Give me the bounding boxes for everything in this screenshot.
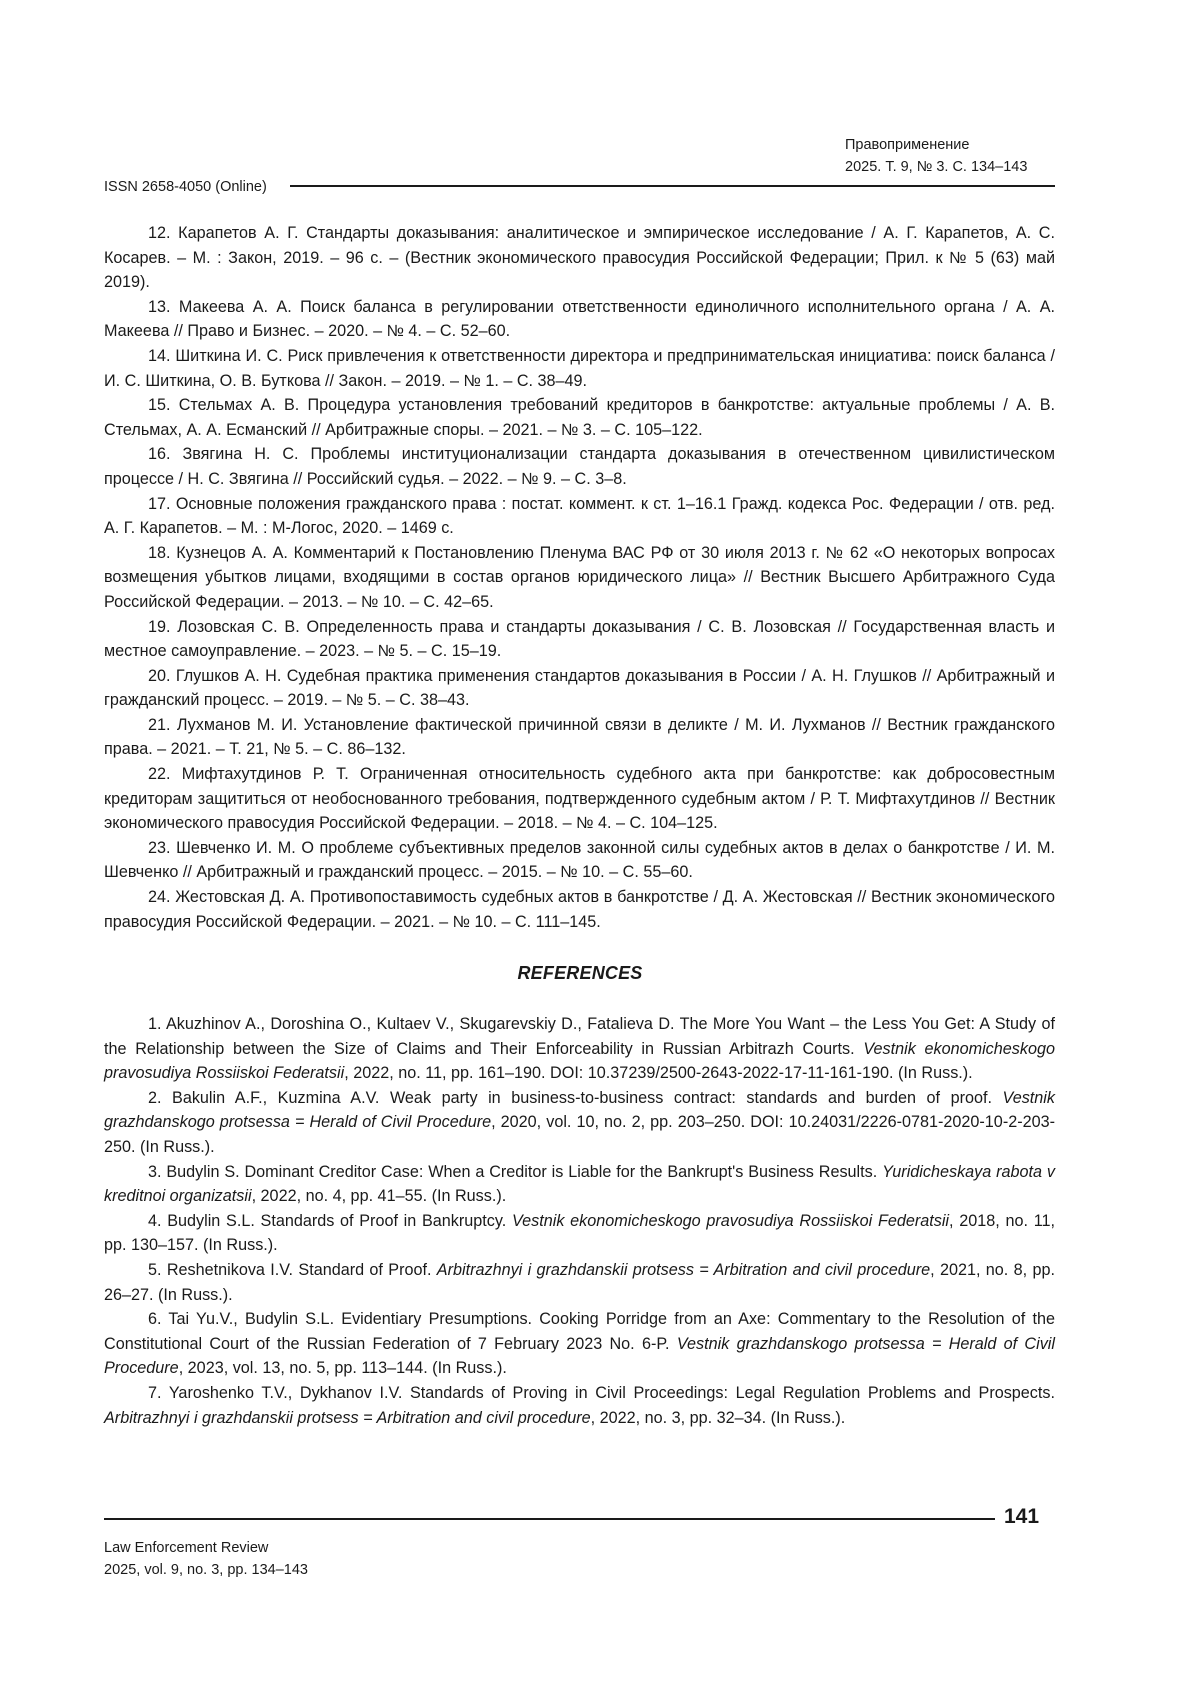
reference-text: 7. Yaroshenko T.V., Dykhanov I.V. Standards of Proving in Civil Proceedings: Legal Regulation Problems and Prospects. — [148, 1384, 1055, 1402]
issue-info-ru: 2025. Т. 9, № 3. С. 134–143 — [845, 156, 1027, 178]
reference-item: 22. Мифтахутдинов Р. Т. Ограниченная относительность судебного акта при банкротстве: как добросовестным кредиторам защититься от необоснованного требования, подтвержденного судебным актом / Р. Т. Мифтахутдинов // Вестник экономического правосудия Российской Федерации. – 2018. – № 4. – С. 104–125. — [104, 762, 1055, 836]
reference-source: Yuridicheskaya rabota v kreditnoi organizatsii — [104, 1163, 1055, 1206]
reference-text: 2. Bakulin A.F., Kuzmina A.V. Weak party in business-to-business contract: standards and burden of proof. — [148, 1089, 1003, 1107]
references-heading: REFERENCES — [0, 963, 1160, 984]
issn: ISSN 2658-4050 (Online) — [104, 177, 267, 197]
reference-text: 1. Akuzhinov A., Doroshina O., Kultaev V., Skugarevskiy D., Fatalieva D. The More You Want – the Less You Get: A Study of the Relationship between the Size of Claims and Their Enforceability in Russian Arbitrazh Courts. — [104, 1015, 1055, 1058]
reference-source: Vestnik grazhdanskogo protsessa = Herald of Civil Procedure — [104, 1089, 1055, 1132]
reference-item-en — [104, 1209, 1055, 1258]
reference-source: Arbitrazhnyi i grazhdanskii protsess = Arbitration and civil procedure — [104, 1409, 591, 1427]
reference-details: , 2018, no. 11, pp. 130–157. (In Russ.). — [104, 1212, 1055, 1255]
footer-rule — [104, 1518, 995, 1520]
reference-details: , 2023, vol. 13, no. 5, pp. 113–144. (In Russ.). — [179, 1359, 507, 1377]
reference-item: 16. Звягина Н. С. Проблемы институционализации стандарта доказывания в отечественном цивилистическом процессе / Н. С. Звягина // Российский судья. – 2022. – № 9. – С. 3–8. — [104, 442, 1055, 491]
header-rule — [290, 185, 1055, 187]
reference-item: 14. Шиткина И. С. Риск привлечения к ответственности директора и предпринимательская инициатива: поиск баланса / И. С. Шиткина, О. В. Буткова // Закон. – 2019. – № 1. – С. 38–49. — [104, 344, 1055, 393]
reference-item: 23. Шевченко И. М. О проблеме субъективных пределов законной силы судебных актов в делах о банкротстве / И. М. Шевченко // Арбитражный и гражданский процесс. – 2015. – № 10. – С. 55–60. — [104, 836, 1055, 885]
reference-text: 4. Budylin S.L. Standards of Proof in Bankruptcy. — [148, 1212, 512, 1230]
issue-info-en: 2025, vol. 9, no. 3, pp. 134–143 — [104, 1559, 308, 1581]
reference-item-en — [104, 1381, 1055, 1430]
reference-item-en — [104, 1012, 1055, 1086]
reference-item: 18. Кузнецов А. А. Комментарий к Постановлению Пленума ВАС РФ от 30 июля 2013 г. № 62 «О некоторых вопросах возмещения убытков лицами, входящими в состав органов юридического лица» // Вестник Высшего Арбитражного Суда Российской Федерации. – 2013. – № 10. – С. 42–65. — [104, 541, 1055, 615]
reference-source: Vestnik ekonomicheskogo pravosudiya Rossiiskoi Federatsii — [104, 1040, 1055, 1083]
running-header-right — [845, 134, 1027, 178]
reference-item-en — [104, 1258, 1055, 1307]
reference-details: , 2021, no. 8, pp. 26–27. (In Russ.). — [104, 1261, 1055, 1304]
reference-item: 19. Лозовская С. В. Определенность права и стандарты доказывания / С. В. Лозовская // Государственная власть и местное самоуправление. – 2023. – № 5. – С. 15–19. — [104, 615, 1055, 664]
reference-details: , 2020, vol. 10, no. 2, pp. 203–250. DOI: 10.24031/2226-0781-2020-10-2-203-250. (In Russ.). — [104, 1113, 1055, 1156]
running-footer — [104, 1537, 308, 1581]
reference-text: 3. Budylin S. Dominant Creditor Case: When a Creditor is Liable for the Bankrupt's Business Results. — [148, 1163, 882, 1181]
reference-item: 24. Жестовская Д. А. Противопоставимость судебных актов в банкротстве / Д. А. Жестовская // Вестник экономического правосудия Российской Федерации. – 2021. – № 10. – С. 111–145. — [104, 885, 1055, 934]
reference-source: Vestnik ekonomicheskogo pravosudiya Rossiiskoi Federatsii — [512, 1212, 949, 1230]
reference-text: 5. Reshetnikova I.V. Standard of Proof. — [148, 1261, 437, 1279]
reference-list-ru — [104, 221, 1055, 934]
reference-item: 21. Лухманов М. И. Установление фактической причинной связи в деликте / М. И. Лухманов // Вестник гражданского права. – 2021. – Т. 21, № 5. – С. 86–132. — [104, 713, 1055, 762]
reference-item: 13. Макеева А. А. Поиск баланса в регулировании ответственности единоличного исполнительного органа / А. А. Макеева // Право и Бизнес. – 2020. – № 4. – С. 52–60. — [104, 295, 1055, 344]
reference-details: , 2022, no. 3, pp. 32–34. (In Russ.). — [591, 1409, 846, 1427]
page-number: 141 — [1004, 1503, 1039, 1531]
reference-text: 6. Tai Yu.V., Budylin S.L. Evidentiary Presumptions. Cooking Porridge from an Axe: Commentary to the Resolution of the Constitutional Court of the Russian Federation of 7 February 2023 No. 6-P. — [104, 1310, 1055, 1353]
reference-item-en — [104, 1160, 1055, 1209]
reference-item: 12. Карапетов А. Г. Стандарты доказывания: аналитическое и эмпирическое исследование / А. Г. Карапетов, А. С. Косарев. – М. : Закон, 2019. – 96 с. – (Вестник экономического правосудия Российской Федерации; Прил. к № 5 (63) май 2019). — [104, 221, 1055, 295]
reference-item: 17. Основные положения гражданского права : постат. коммент. к ст. 1–16.1 Гражд. кодекса Рос. Федерации / отв. ред. А. Г. Карапетов. – М. : М-Логос, 2020. – 1469 с. — [104, 492, 1055, 541]
reference-item-en — [104, 1307, 1055, 1381]
reference-item: 20. Глушков А. Н. Судебная практика применения стандартов доказывания в России / А. Н. Глушков // Арбитражный и гражданский процесс. – 2019. – № 5. – С. 38–43. — [104, 664, 1055, 713]
reference-details: , 2022, no. 11, pp. 161–190. DOI: 10.37239/2500-2643-2022-17-11-161-190. (In Russ.). — [344, 1064, 972, 1082]
reference-source: Arbitrazhnyi i grazhdanskii protsess = Arbitration and civil procedure — [437, 1261, 930, 1279]
journal-title-en: Law Enforcement Review — [104, 1537, 308, 1559]
reference-source: Vestnik grazhdanskogo protsessa = Herald of Civil Procedure — [104, 1335, 1055, 1378]
reference-item: 15. Стельмах А. В. Процедура установления требований кредиторов в банкротстве: актуальные проблемы / А. В. Стельмах, А. А. Есманский // Арбитражные споры. – 2021. – № 3. – С. 105–122. — [104, 393, 1055, 442]
reference-details: , 2022, no. 4, pp. 41–55. (In Russ.). — [252, 1187, 507, 1205]
journal-title-ru: Правоприменение — [845, 134, 1027, 156]
reference-list-en — [104, 1012, 1055, 1430]
reference-item-en — [104, 1086, 1055, 1160]
